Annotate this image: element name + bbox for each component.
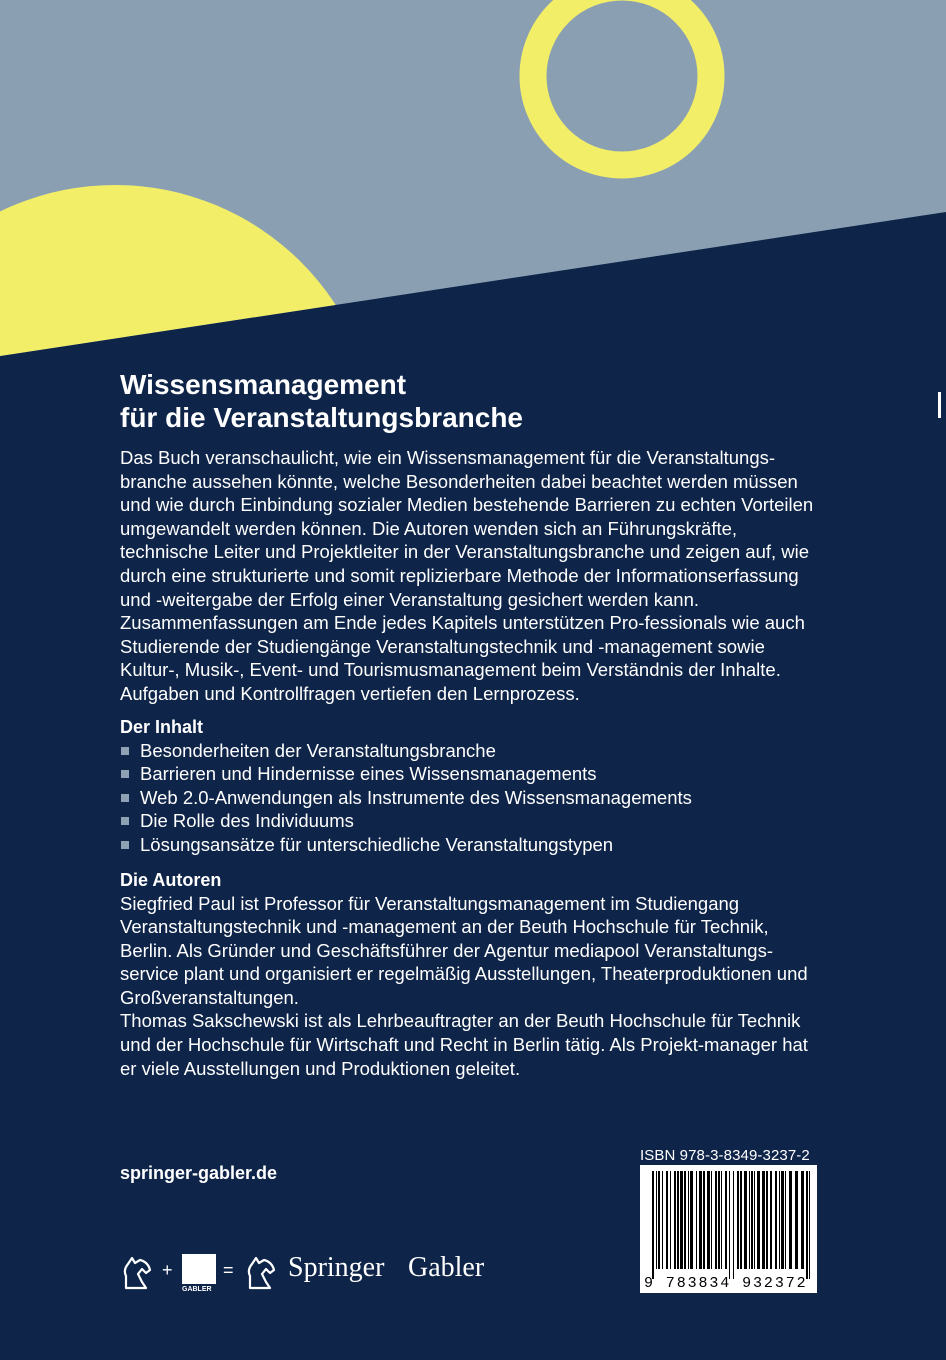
list-bullet-icon bbox=[121, 770, 129, 778]
gabler-wordmark: Gabler bbox=[408, 1252, 485, 1283]
barcode-bar bbox=[711, 1171, 712, 1269]
barcode-bar bbox=[733, 1171, 734, 1279]
list-bullet-icon bbox=[121, 747, 129, 755]
springer-horse-icon bbox=[120, 1254, 154, 1290]
barcode-bar bbox=[785, 1171, 786, 1269]
contents-heading: Der Inhalt bbox=[120, 716, 204, 737]
barcode-bar bbox=[658, 1171, 660, 1269]
title-line-2: für die Veranstaltungsbranche bbox=[120, 402, 523, 433]
barcode-bar bbox=[725, 1171, 727, 1269]
authors-section bbox=[120, 869, 820, 1081]
list-bullet-icon bbox=[121, 794, 129, 802]
gabler-small-label: GABLER bbox=[182, 1286, 212, 1293]
barcode-bar bbox=[690, 1171, 693, 1269]
barcode-bar bbox=[809, 1171, 810, 1279]
barcode-bar bbox=[749, 1171, 750, 1269]
list-bullet-icon bbox=[121, 841, 129, 849]
barcode-bar bbox=[754, 1171, 755, 1269]
barcode-bar bbox=[757, 1171, 760, 1269]
barcode-digits: 9 783834 932372 bbox=[644, 1275, 808, 1292]
barcode-bar bbox=[766, 1171, 768, 1269]
springer-wordmark: Springer bbox=[288, 1252, 385, 1283]
publisher-website[interactable]: springer-gabler.de bbox=[120, 1163, 278, 1183]
list-item: Besonderheiten der Veranstaltungsbranche bbox=[120, 739, 820, 763]
book-description: Das Buch veranschaulicht, wie ein Wissensmanagement für die Veranstaltungs-branche aussehen könnte, welche Besonderheiten dabei beachtet werden müssen und wie durch Einbindung sozialer Medien bestehende Barrieren zu echten Vorteilen umgewandelt werden können. Die Autoren wenden sich an Führungskräfte, technische Leiter und Projektleiter in der Veranstaltungsbranche und zeigen auf, wie durch eine strukturierte und somit replizierbare Methode der Informationserfassung und -weitergabe der Erfolg einer Veranstaltung gesichert werden kann. Zusammenfassungen am Ende jedes Kapitels unterstützen Pro-fessionals wie auch Studierende der Studiengänge Veranstaltungstechnik und -management sowie Kultur-, Musik-, Event- und Tourismusmanagement beim Verständnis der Inhalte. Aufgaben und Kontrollfragen vertiefen den Lernprozess. bbox=[120, 447, 814, 704]
barcode-bar bbox=[751, 1171, 753, 1269]
edge-mark bbox=[938, 392, 941, 418]
publisher-logos bbox=[120, 1248, 500, 1298]
barcode-bar bbox=[718, 1171, 720, 1269]
barcode-bar bbox=[789, 1171, 792, 1269]
list-bullet-icon bbox=[121, 817, 129, 825]
barcode-bar bbox=[801, 1171, 804, 1269]
text-content bbox=[120, 368, 820, 1080]
isbn-label: ISBN 978-3-8349-3237-2 bbox=[640, 1147, 810, 1164]
barcode-bar bbox=[707, 1171, 710, 1269]
barcode-bar bbox=[703, 1171, 705, 1269]
list-item: Lösungsansätze für unterschiedliche Veranstaltungstypen bbox=[120, 833, 820, 857]
barcode-bar bbox=[677, 1171, 679, 1269]
list-item: Web 2.0-Anwendungen als Instrumente des Wissensmanagements bbox=[120, 786, 820, 810]
contents-list bbox=[120, 739, 820, 857]
authors-heading: Die Autoren bbox=[120, 869, 222, 890]
book-title bbox=[120, 368, 820, 434]
barcode-bar bbox=[779, 1171, 780, 1269]
title-line-1: Wissensmanagement bbox=[120, 369, 407, 400]
author-paul-bio: Siegfried Paul ist Professor für Veranstaltungsmanagement im Studiengang Veranstaltungstechnik und -management an der Beuth Hochschule für Technik, Berlin. Als Gründer und Geschäftsführer der Agentur mediapool Veranstaltungs-service plant und organisiert er regelmäßig Ausstellungen, Theaterproduktionen und Großveranstaltungen. bbox=[120, 892, 808, 1008]
barcode-bar bbox=[680, 1171, 683, 1269]
barcode-bar bbox=[781, 1171, 784, 1269]
equals-sign: = bbox=[223, 1260, 234, 1280]
barcode-bar bbox=[684, 1171, 686, 1269]
barcode-bar bbox=[775, 1171, 777, 1269]
barcode-bar bbox=[729, 1171, 730, 1279]
barcode-bar bbox=[740, 1171, 742, 1269]
list-item: Barrieren und Hindernisse eines Wissensmanagements bbox=[120, 762, 820, 786]
barcode-bar bbox=[806, 1171, 808, 1279]
barcode-bar bbox=[662, 1171, 663, 1269]
barcode-bar bbox=[715, 1171, 717, 1269]
barcode-bar bbox=[666, 1171, 668, 1269]
contents-section bbox=[120, 716, 820, 857]
barcode-bar bbox=[674, 1171, 676, 1269]
barcode-bar bbox=[656, 1171, 657, 1269]
barcode-bar bbox=[696, 1171, 697, 1269]
author-sakschewski-bio: Thomas Sakschewski ist als Lehrbeauftragter an der Beuth Hochschule für Technik und der Hochschule für Wirtschaft und Recht in Berlin tätig. Als Projekt-manager hat er viele Ausstellungen und Produktionen geleitet. bbox=[120, 1010, 808, 1079]
springer-horse-icon bbox=[244, 1254, 278, 1290]
barcode-bar bbox=[795, 1171, 798, 1269]
barcode-bar bbox=[670, 1171, 671, 1269]
barcode-bar bbox=[652, 1171, 654, 1279]
barcode-bars bbox=[640, 1165, 817, 1293]
barcode-bar bbox=[699, 1171, 702, 1269]
barcode-bar bbox=[721, 1171, 722, 1269]
barcode-bar bbox=[737, 1171, 739, 1269]
plus-sign: + bbox=[162, 1260, 173, 1280]
barcode bbox=[640, 1165, 817, 1293]
list-item: Die Rolle des Individuums bbox=[120, 809, 820, 833]
barcode-bar bbox=[688, 1171, 689, 1269]
barcode-bar bbox=[762, 1171, 765, 1269]
barcode-bar bbox=[770, 1171, 772, 1269]
barcode-bar bbox=[744, 1171, 747, 1269]
